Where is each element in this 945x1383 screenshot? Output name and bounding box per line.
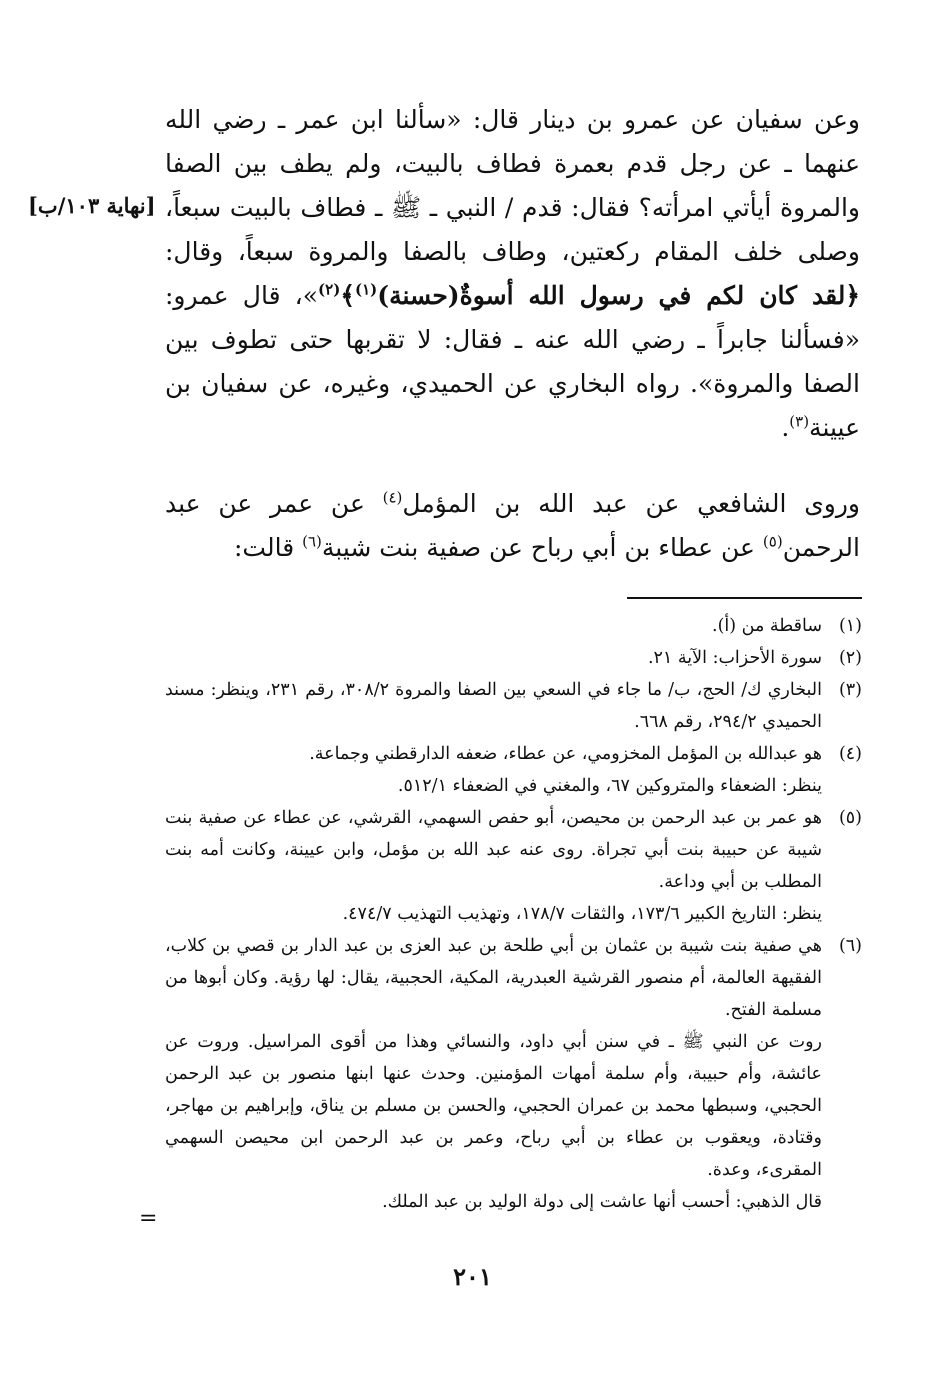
footnote-number: (٣) bbox=[838, 680, 862, 700]
footnote-ref-2[interactable]: (٢) bbox=[318, 280, 341, 299]
continuation-mark: = bbox=[139, 1206, 158, 1231]
main-paragraph-2 bbox=[165, 482, 860, 570]
paragraph-text: عن عطاء بن أبي رباح عن صفية بنت شيبة bbox=[321, 533, 763, 562]
footnote-body bbox=[165, 610, 822, 642]
footnote-number: (٤) bbox=[838, 744, 862, 764]
paragraph-text: . bbox=[781, 413, 790, 442]
footnote-line: هو عبدالله بن المؤمل المخزومي، عن عطاء، ضعفه الدارقطني وجماعة. bbox=[309, 744, 822, 764]
paragraph-text: وعن سفيان عن عمرو بن دينار قال: «سألنا ابن عمر ـ رضي الله عنهما ـ عن رجل قدم بعمرة فطاف بالبيت، ولم يطف بين الصفا والمروة أيأتي امرأته؟ فقال: قدم / النبي ـ ﷺ ـ فطاف بالبيت سبعاً، وصلى خلف المقام ركعتين، وطاف بالصفا والمروة سبعاً، وقال: bbox=[165, 105, 860, 266]
footnote-ref-3[interactable]: (٣) bbox=[789, 412, 810, 431]
footnote-ref-5[interactable]: (٥) bbox=[762, 532, 783, 551]
footnote-line: سورة الأحزاب: الآية ٢١. bbox=[647, 648, 822, 668]
verse-text: ﴿لقد كان لكم في رسول الله أسوةٌ(حسنة) bbox=[377, 281, 861, 310]
footnote-separator bbox=[627, 597, 862, 599]
footnote bbox=[165, 642, 862, 674]
quran-verse bbox=[318, 281, 860, 310]
footnote-number: (٦) bbox=[838, 936, 862, 956]
footnotes bbox=[165, 610, 862, 1218]
paragraph-text: قالت: bbox=[233, 533, 303, 562]
footnote-line: قال الذهبي: أحسب أنها عاشت إلى دولة الوليد بن عبد الملك. bbox=[382, 1192, 822, 1212]
footnote bbox=[165, 802, 862, 930]
footnote-line: هو عمر بن عبد الرحمن بن محيصن، أبو حفص السهمي، القرشي، عن عطاء عن صفية بنت شيبة عن حبيبة بنت أبي تجراة. روى عنه عبد الله بن مؤمل، وابن عيينة، وكانت أمه بنت المطلب بن أبي وداعة. bbox=[165, 808, 822, 892]
verse-bracket: ﴾ bbox=[340, 281, 355, 310]
paragraph-text: عن عمر عن عبد الرحمن bbox=[165, 489, 860, 562]
footnote-line: البخاري ك/ الحج، ب/ ما جاء في السعي بين الصفا والمروة ٣٠٨/٢، رقم ٢٣١، وينظر: مسند الحميدي ٢٩٤/٢، رقم ٦٦٨. bbox=[165, 680, 822, 732]
footnote bbox=[165, 610, 862, 642]
footnote-line: ينظر: الضعفاء والمتروكين ٦٧، والمغني في الضعفاء ٥١٢/١. bbox=[397, 776, 822, 796]
footnote-line: روت عن النبي ﷺ ـ في سنن أبي داود، والنسائي وهذا من أقوى المراسيل. وروت عن عائشة، وأم حبيبة، وأم سلمة أمهات المؤمنين. وحدث عنها ابنها منصور بن عبد الرحمن الحجبي، وسبطها محمد بن عمران الحجبي، والحسن بن مسلم بن يناق، وإبراهيم بن مهاجر، وقتادة، ويعقوب بن عطاء بن أبي رباح، وعمر بن عبد الرحمن ابن محيصن السهمي المقرىء، وعدة. bbox=[165, 1032, 822, 1180]
footnote-number: (٥) bbox=[838, 808, 862, 828]
footnote-line: هي صفية بنت شيبة بن عثمان بن أبي طلحة بن عبد العزى بن عبد الدار بن قصي بن كلاب، الفقيهة العالمة، أم منصور القرشية العبدرية، المكية، الحجبية، يقال: لها رؤية. وكان أبوها من مسلمة الفتح. bbox=[165, 936, 822, 1020]
footnote-body bbox=[165, 930, 822, 1218]
footnote-ref-6[interactable]: (٦) bbox=[302, 532, 322, 551]
margin-note: [نهاية ١٠٣/ب] bbox=[28, 193, 156, 218]
footnote-number: (٢) bbox=[838, 648, 862, 668]
footnote-body bbox=[165, 642, 822, 674]
footnote-body bbox=[165, 802, 822, 930]
footnote-ref-1[interactable]: (١) bbox=[354, 280, 378, 299]
footnote-number: (١) bbox=[838, 616, 862, 636]
footnote bbox=[165, 930, 862, 1218]
footnote bbox=[165, 674, 862, 738]
page-number: ٢٠١ bbox=[453, 1262, 492, 1291]
footnote-line: ينظر: التاريخ الكبير ١٧٣/٦، والثقات ١٧٨/٧، وتهذيب التهذيب ٤٧٤/٧. bbox=[342, 904, 822, 924]
footnote bbox=[165, 738, 862, 802]
footnote-body bbox=[165, 738, 822, 802]
paragraph-text: »، قال عمرو: «فسألنا جابراً ـ رضي الله عنه ـ فقال: لا تقربها حتى تطوف بين الصفا والمروة». رواه البخاري عن الحميدي، وغيره، عن سفيان بن عيينة bbox=[165, 281, 860, 442]
footnote-line: ساقطة من (أ). bbox=[712, 616, 822, 636]
footnote-ref-4[interactable]: (٤) bbox=[382, 488, 403, 507]
paragraph-text: وروى الشافعي عن عبد الله بن المؤمل bbox=[402, 489, 860, 518]
main-paragraph-1 bbox=[165, 98, 860, 450]
footnote-body bbox=[165, 674, 822, 738]
